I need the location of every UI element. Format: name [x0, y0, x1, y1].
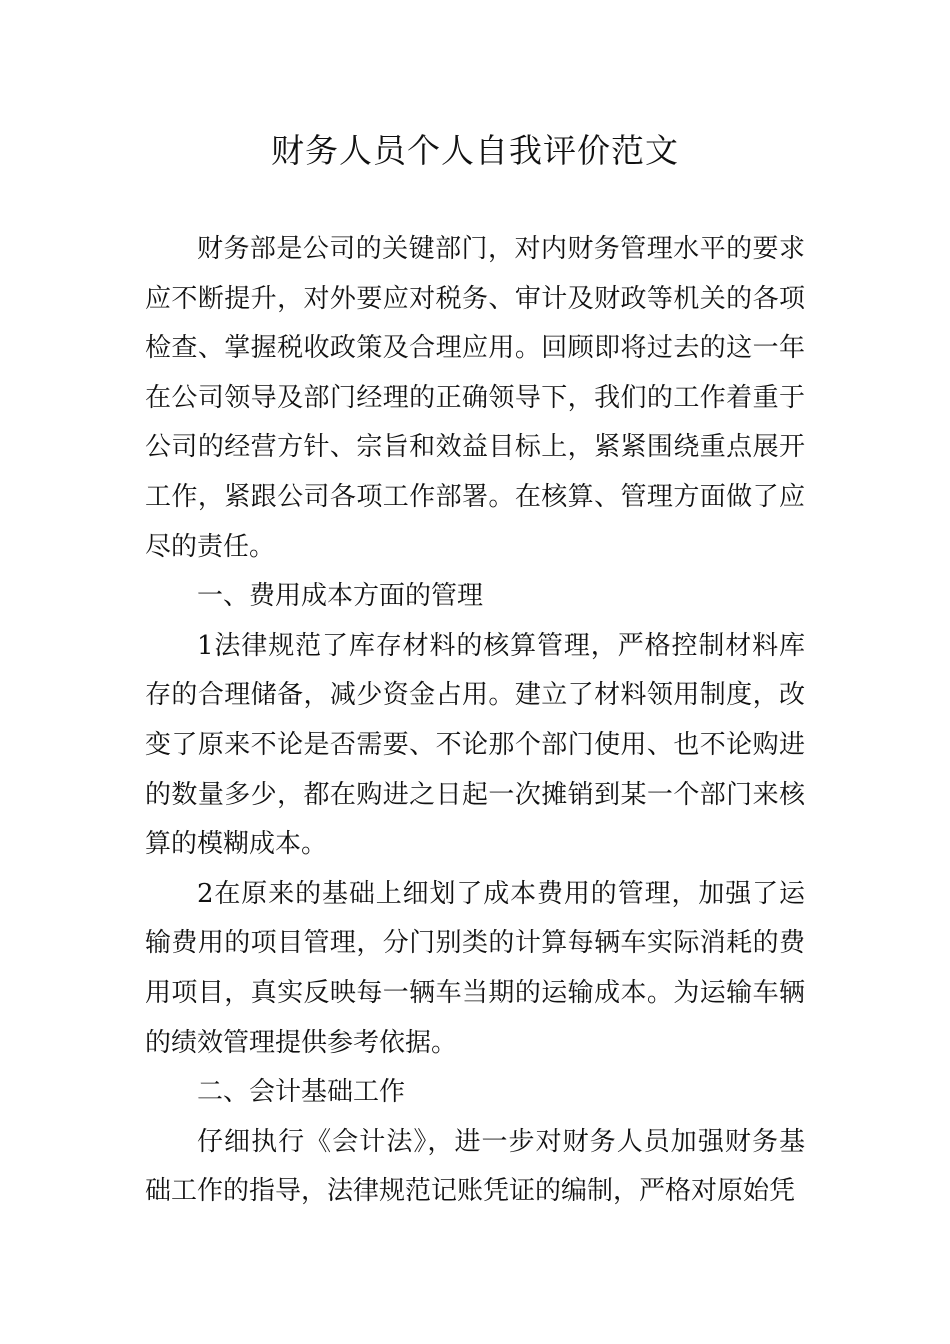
paragraph-accounting-law: 仔细执行《会计法》，进一步对财务人员加强财务基础工作的指导，法律规范记账凭证的编制，严格对原始凭 — [145, 1126, 805, 1207]
section-heading-accounting-basics: 二、会计基础工作 — [197, 1077, 406, 1108]
paragraph-intro: 财务部是公司的关键部门，对内财务管理水平的要求应不断提升，对外要应对税务、审计及财政等机关的各项检查、掌握税收政策及合理应用。回顾即将过去的这一年在公司领导及部门经理的正确领导下，我们的工作着重于公司的经营方针、宗旨和效益目标上，紧紧围绕重点展开工作，紧跟公司各项工作部署。在核算、管理方面做了应尽的责任。 — [145, 234, 805, 562]
paragraph-transport-cost: 2在原来的基础上细划了成本费用的管理，加强了运输费用的项目管理，分门别类的计算每辆车实际消耗的费用项目，真实反映每一辆车当期的运输成本。为运输车辆的绩效管理提供参考依据。 — [145, 878, 805, 1058]
document-body — [145, 225, 805, 1217]
paragraph-inventory: 1法律规范了库存材料的核算管理，严格控制材料库存的合理储备，减少资金占用。建立了材料领用制度，改变了原来不论是否需要、不论那个部门使用、也不论购进的数量多少，都在购进之日起一次摊销到某一个部门来核算的模糊成本。 — [145, 630, 805, 860]
document-title: 财务人员个人自我评价范文 — [271, 131, 679, 170]
section-heading-cost-management: 一、费用成本方面的管理 — [197, 581, 484, 612]
